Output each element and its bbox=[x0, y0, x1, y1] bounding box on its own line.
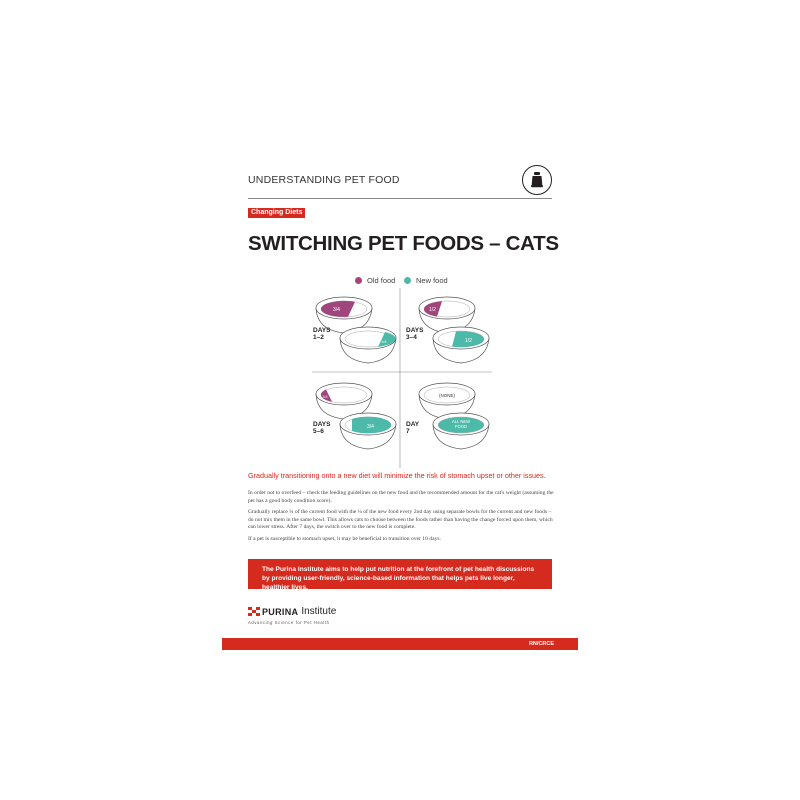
q4-new-label-line2: FOOD bbox=[454, 424, 468, 429]
new-food-swatch bbox=[404, 277, 411, 284]
mission-banner: The Purina Institute aims to help put nutrition at the forefront of pet health discussions by providing user-friendly, science-based information that helps pets live longer, healthier lives. bbox=[248, 559, 552, 589]
header-title: UNDERSTANDING PET FOOD bbox=[248, 174, 400, 186]
paragraph-susceptible: If a pet is susceptible to stomach upset, it may be beneficial to transition over 10 days. bbox=[248, 536, 441, 542]
legend-new bbox=[404, 276, 448, 285]
purina-institute-logo bbox=[248, 606, 336, 617]
logo-tagline: Advancing Science for Pet Health bbox=[248, 620, 330, 625]
checkerboard-icon bbox=[248, 607, 260, 617]
legend-old-label: Old food bbox=[367, 276, 396, 285]
q1-new-fraction: 1/4 bbox=[381, 339, 387, 344]
q4-old-label: (NONE) bbox=[439, 393, 455, 398]
legend-old bbox=[355, 276, 395, 285]
step-label-days-1-2: DAYS 1–2 bbox=[313, 327, 331, 341]
cat-food-icon bbox=[522, 165, 552, 195]
legend-new-label: New food bbox=[416, 276, 448, 285]
paragraph-overfeed: In order not to overfeed – check the feeding guidelines on the new food and the recommended amount for the cat's weight (assuming the pet has a good body condition score). bbox=[248, 490, 554, 504]
logo-institute: Institute bbox=[301, 606, 337, 617]
logo-brand: PURINA bbox=[262, 606, 299, 617]
fact-sheet-page bbox=[222, 150, 578, 650]
subheading: Gradually transitioning onto a new diet will minimize the risk of stomach upset or other issues. bbox=[248, 471, 546, 480]
step-label-days-5-6: DAYS 5–6 bbox=[313, 421, 331, 435]
footer-code: RN/CRCE bbox=[528, 640, 554, 647]
bowl-new-days-5-6 bbox=[340, 413, 396, 449]
q2-old-fraction: 1/2 bbox=[429, 307, 436, 313]
step-label-days-3-4: DAYS 3–4 bbox=[406, 327, 424, 341]
page-title: SWITCHING PET FOODS – CATS bbox=[248, 232, 559, 255]
bowl-new-days-3-4 bbox=[433, 327, 489, 363]
header-divider bbox=[248, 198, 552, 199]
step-label-day-7: DAY 7 bbox=[406, 421, 420, 435]
old-food-swatch bbox=[355, 277, 362, 284]
feeding-diagram bbox=[312, 288, 492, 468]
q4-new-label-line1: ALL NEW bbox=[451, 419, 471, 424]
paragraph-replace: Gradually replace ¼ of the current food with the ¼ of the new food every 2nd day using separate bowls for the current and new foods – do not mix them in the same bowl. This allows cats to choose between the foods rather than having the change forced upon them, which can lower stress. After 7 days, the switch over to the new food is complete. bbox=[248, 509, 553, 531]
bowl-new-days-1-2 bbox=[340, 327, 396, 363]
q3-new-fraction: 3/4 bbox=[367, 424, 374, 430]
q3-old-fraction: 1/4 bbox=[322, 394, 328, 399]
q2-new-fraction: 1/2 bbox=[465, 338, 472, 344]
footer-bar bbox=[222, 638, 578, 650]
q1-old-fraction: 3/4 bbox=[333, 307, 340, 313]
category-tag: Changing Diets bbox=[248, 208, 305, 218]
